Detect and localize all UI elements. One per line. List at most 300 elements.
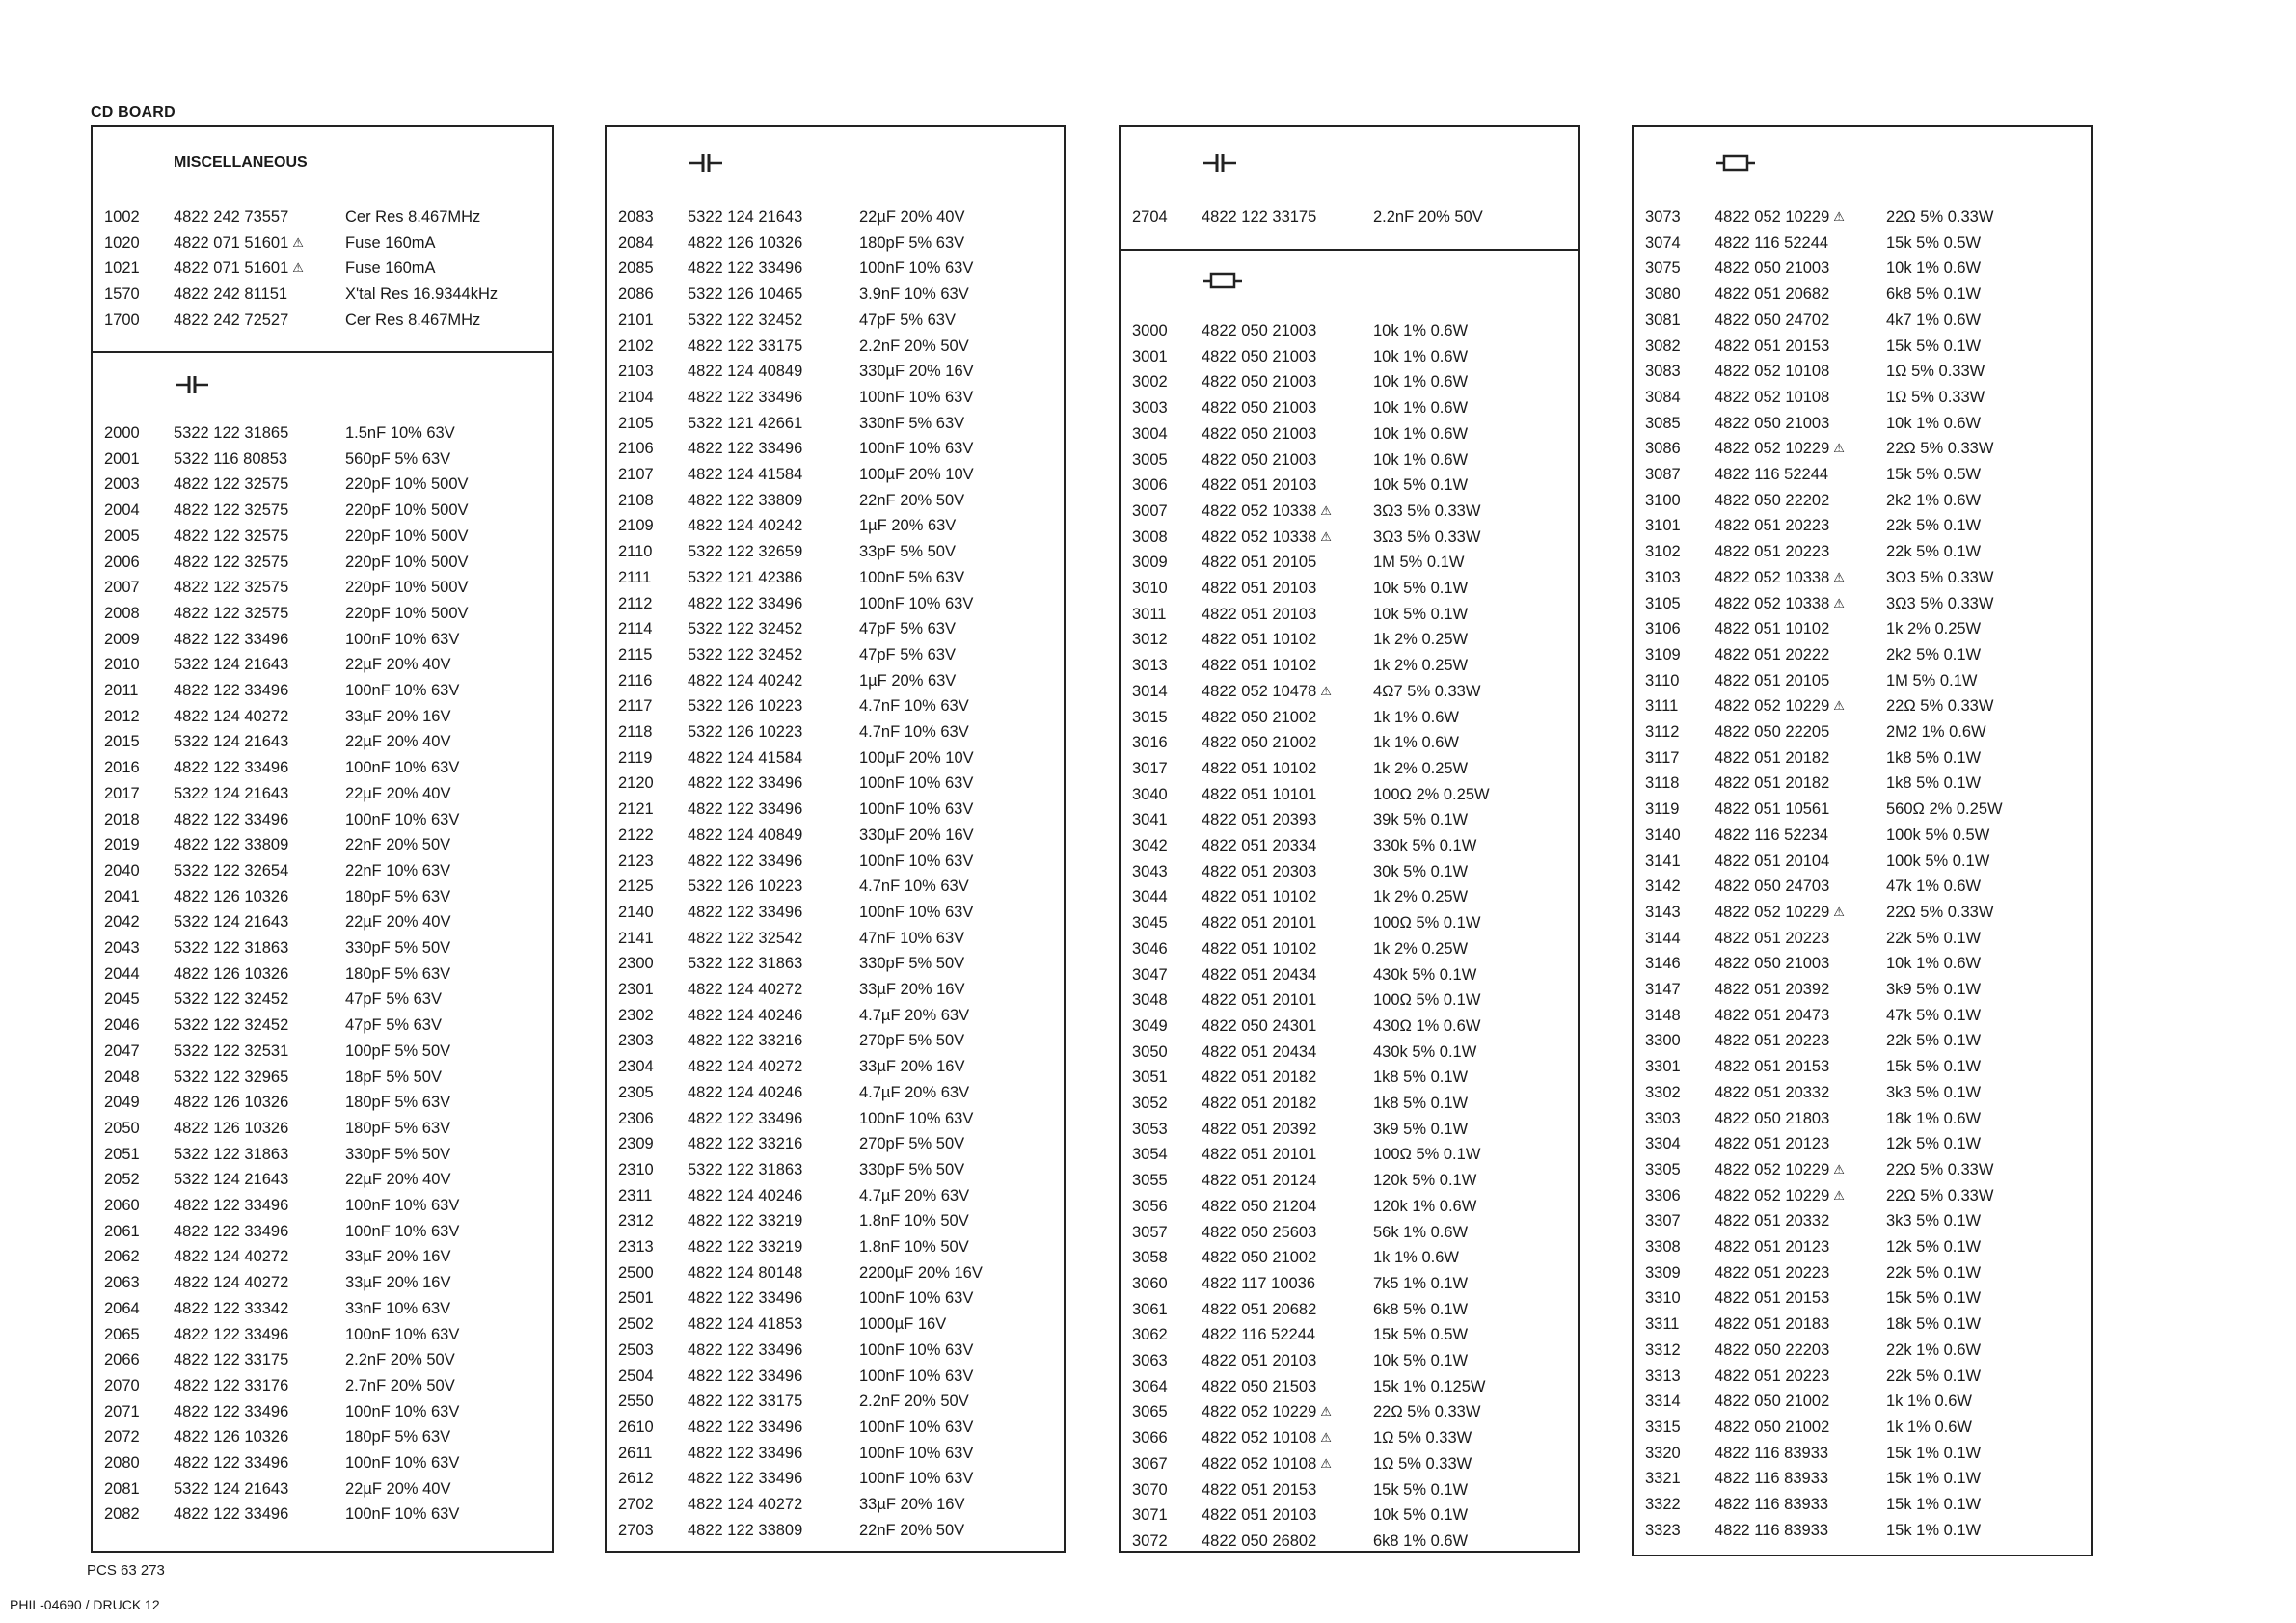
part-description: 1.8nF 10% 50V <box>859 1238 969 1256</box>
part-position: 2019 <box>104 836 140 854</box>
part-code: 5322 122 31865 <box>174 424 289 442</box>
part-code: 4822 051 20223 <box>1715 1263 1830 1282</box>
part-description: 220pF 10% 500V <box>345 475 469 494</box>
part-description: 100nF 10% 63V <box>859 1366 974 1385</box>
safety-warning-icon: ⚠ <box>1320 502 1332 518</box>
part-description: 100nF 10% 63V <box>345 1325 460 1343</box>
part-position: 2704 <box>1132 208 1168 226</box>
part-code: 4822 052 10338 ⚠ <box>1202 527 1332 546</box>
part-position: 3315 <box>1645 1418 1681 1436</box>
capacitor-icon <box>689 152 722 178</box>
safety-warning-icon: ⚠ <box>1833 441 1845 456</box>
part-code: 4822 050 21003 <box>1715 259 1830 278</box>
part-code: 5322 116 80853 <box>174 449 288 468</box>
part-description: 15k 1% 0.1W <box>1886 1521 1982 1539</box>
part-code: 4822 124 40272 <box>174 1274 289 1292</box>
part-description: Fuse 160mA <box>345 259 436 278</box>
part-position: 2103 <box>618 363 654 381</box>
part-position: 3312 <box>1645 1340 1681 1359</box>
part-position: 3085 <box>1645 414 1681 432</box>
part-position: 2111 <box>618 568 652 586</box>
part-description: 22k 5% 0.1W <box>1886 1366 1982 1385</box>
part-code: 4822 051 20434 <box>1202 1042 1317 1061</box>
part-code: 5322 122 31863 <box>174 1145 289 1163</box>
part-description: 100nF 10% 63V <box>859 440 974 458</box>
part-code: 4822 122 33175 <box>688 337 803 355</box>
part-description: 18k 1% 0.6W <box>1886 1109 1982 1127</box>
part-code: 4822 051 20393 <box>1202 811 1317 829</box>
part-position: 3061 <box>1132 1300 1168 1318</box>
part-position: 3310 <box>1645 1289 1681 1308</box>
part-position: 2104 <box>618 388 654 406</box>
part-description: 15k 1% 0.1W <box>1886 1444 1982 1462</box>
part-code: 4822 122 33809 <box>688 1521 803 1539</box>
part-position: 3308 <box>1645 1238 1681 1256</box>
part-code: 4822 116 83933 <box>1715 1496 1829 1513</box>
part-code: 4822 051 20124 <box>1202 1172 1317 1190</box>
part-description: 100nF 10% 63V <box>345 1454 460 1472</box>
part-code: 5322 122 32965 <box>174 1068 289 1086</box>
part-code: 4822 050 26802 <box>1202 1531 1317 1550</box>
part-description: 100Ω 2% 0.25W <box>1373 785 1490 803</box>
part-description: 4.7nF 10% 63V <box>859 697 969 716</box>
part-code: 5322 122 32452 <box>174 990 289 1009</box>
part-position: 3001 <box>1132 347 1168 365</box>
part-description: 15k 1% 0.1W <box>1886 1470 1982 1488</box>
part-position: 2306 <box>618 1109 654 1127</box>
part-position: 3075 <box>1645 259 1681 278</box>
part-code: 4822 050 21003 <box>1202 424 1317 443</box>
part-position: 2066 <box>104 1351 140 1369</box>
part-description: 2k2 5% 0.1W <box>1886 645 1982 663</box>
part-position: 3086 <box>1645 440 1681 458</box>
part-code: 4822 051 20332 <box>1715 1212 1830 1231</box>
part-description: 1k8 5% 0.1W <box>1373 1068 1469 1087</box>
part-code: 4822 122 33496 <box>174 1197 289 1214</box>
part-code: 4822 122 33496 <box>688 1418 803 1436</box>
part-description: 100k 5% 0.5W <box>1886 825 1990 844</box>
part-description: 1k 2% 0.25W <box>1373 939 1469 958</box>
part-code: 4822 122 33216 <box>688 1032 803 1050</box>
part-code: 4822 124 40246 <box>688 1006 803 1024</box>
part-description: 1k 1% 0.6W <box>1373 708 1459 726</box>
part-description: 1k 1% 0.6W <box>1886 1393 1972 1411</box>
part-code: 4822 051 20303 <box>1202 862 1317 880</box>
part-position: 2123 <box>618 852 654 870</box>
part-description: 47pF 5% 63V <box>859 620 956 638</box>
part-code: 4822 051 20103 <box>1202 605 1317 623</box>
part-code: 4822 116 52244 <box>1715 233 1829 252</box>
safety-warning-icon: ⚠ <box>1320 1455 1332 1471</box>
part-description: 47k 1% 0.6W <box>1886 878 1982 896</box>
part-code: 4822 050 21002 <box>1202 734 1317 752</box>
part-description: 15k 5% 0.5W <box>1886 233 1982 252</box>
part-code: 4822 051 20101 <box>1202 914 1317 933</box>
part-description: 330k 5% 0.1W <box>1373 837 1477 854</box>
part-code: 4822 051 10102 <box>1202 888 1317 906</box>
part-code: 4822 051 20682 <box>1715 285 1830 304</box>
part-description: 100Ω 5% 0.1W <box>1373 914 1481 933</box>
part-code: 4822 051 10561 <box>1715 800 1830 819</box>
part-description: 2.2nF 20% 50V <box>859 1393 969 1411</box>
safety-warning-icon: ⚠ <box>1833 1161 1845 1177</box>
part-code: 5322 124 21643 <box>174 733 289 751</box>
part-position: 3101 <box>1645 517 1681 535</box>
part-position: 2042 <box>104 913 140 932</box>
part-position: 1002 <box>104 208 140 226</box>
part-position: 3071 <box>1132 1506 1168 1525</box>
part-position: 2140 <box>618 903 654 921</box>
part-position: 2311 <box>618 1186 653 1204</box>
part-position: 2119 <box>618 748 653 767</box>
part-code: 4822 050 21003 <box>1202 399 1317 418</box>
part-description: 1k8 5% 0.1W <box>1886 774 1982 793</box>
part-position: 3012 <box>1132 631 1168 649</box>
part-position: 3100 <box>1645 491 1681 509</box>
part-position: 2110 <box>618 543 653 561</box>
part-position: 3320 <box>1645 1444 1681 1462</box>
part-description: 10k 1% 0.6W <box>1886 414 1982 432</box>
part-code: 4822 051 20103 <box>1202 1352 1317 1369</box>
part-code: 5322 122 31863 <box>688 955 803 973</box>
safety-warning-icon: ⚠ <box>1320 1404 1332 1420</box>
part-position: 2086 <box>618 285 654 304</box>
part-position: 2109 <box>618 517 654 535</box>
part-description: 100nF 10% 63V <box>345 759 460 777</box>
part-code: 4822 051 20392 <box>1715 981 1830 998</box>
part-position: 3011 <box>1132 605 1167 623</box>
part-position: 2502 <box>618 1315 654 1334</box>
part-description: 22nF 20% 50V <box>859 491 965 509</box>
part-position: 2612 <box>618 1470 654 1488</box>
part-position: 2065 <box>104 1325 140 1343</box>
part-position: 2001 <box>104 449 140 468</box>
part-description: 47pF 5% 63V <box>859 311 956 329</box>
parts-panel <box>605 125 1066 1553</box>
part-code: 4822 052 10229 ⚠ <box>1715 208 1845 226</box>
part-code: 4822 122 33496 <box>688 440 803 458</box>
part-position: 2018 <box>104 810 140 828</box>
part-description: 100nF 10% 63V <box>859 594 974 612</box>
part-code: 4822 122 32575 <box>174 579 289 597</box>
part-description: 22k 5% 0.1W <box>1886 517 1982 535</box>
part-code: 4822 122 33496 <box>688 1366 803 1385</box>
part-description: 330pF 5% 50V <box>859 955 965 973</box>
part-position: 2062 <box>104 1248 140 1266</box>
part-position: 2611 <box>618 1444 653 1462</box>
footer-id: PHIL-04690 / DRUCK 12 <box>10 1597 160 1612</box>
part-code: 4822 124 40272 <box>174 1248 289 1266</box>
part-position: 3058 <box>1132 1249 1168 1267</box>
part-code: 4822 116 83933 <box>1715 1521 1829 1539</box>
part-description: 22nF 10% 63V <box>345 861 451 879</box>
part-code: 4822 052 10338 ⚠ <box>1202 501 1332 520</box>
part-description: 100nF 10% 63V <box>859 800 974 819</box>
part-description: 100k 5% 0.1W <box>1886 852 1990 870</box>
part-code: 4822 051 20103 <box>1202 1506 1317 1525</box>
part-position: 3072 <box>1132 1531 1168 1550</box>
part-code: 4822 051 20334 <box>1202 837 1317 854</box>
part-code: 4822 071 51601 ⚠ <box>174 233 304 252</box>
part-description: 10k 1% 0.6W <box>1373 450 1469 469</box>
part-position: 3087 <box>1645 466 1681 483</box>
part-code: 4822 051 20223 <box>1715 543 1830 561</box>
part-position: 2303 <box>618 1032 654 1050</box>
part-code: 4822 122 33496 <box>688 800 803 819</box>
part-description: 1000µF 16V <box>859 1315 947 1334</box>
part-description: 100Ω 5% 0.1W <box>1373 991 1481 1010</box>
part-code: 4822 051 20104 <box>1715 852 1830 870</box>
part-code: 4822 052 10108 <box>1715 363 1830 381</box>
part-code: 4822 242 81151 <box>174 285 288 304</box>
part-description: 100nF 10% 63V <box>859 1109 974 1127</box>
part-code: 4822 051 20182 <box>1715 748 1830 767</box>
part-position: 2101 <box>618 311 654 329</box>
part-code: 4822 122 33496 <box>174 630 289 648</box>
parts-section <box>607 127 1064 1555</box>
part-description: 10k 1% 0.6W <box>1373 322 1469 339</box>
part-description: 2M2 1% 0.6W <box>1886 723 1986 741</box>
part-code: 4822 122 33176 <box>174 1376 289 1394</box>
part-description: 22nF 20% 50V <box>859 1521 965 1539</box>
part-code: 4822 122 33175 <box>174 1351 289 1369</box>
page-header: CD BOARD <box>91 104 176 121</box>
part-position: 3070 <box>1132 1480 1168 1499</box>
part-position: 2047 <box>104 1041 140 1060</box>
part-description: 180pF 5% 63V <box>345 964 451 983</box>
part-code: 4822 116 52244 <box>1715 466 1829 483</box>
part-position: 2070 <box>104 1376 140 1394</box>
part-position: 3015 <box>1132 708 1168 726</box>
part-code: 4822 051 20223 <box>1715 1366 1830 1385</box>
part-position: 3146 <box>1645 955 1681 973</box>
part-code: 4822 124 40272 <box>688 981 803 998</box>
part-description: 100nF 10% 63V <box>859 903 974 921</box>
part-code: 4822 051 20101 <box>1202 991 1317 1010</box>
part-position: 3048 <box>1132 991 1168 1010</box>
part-position: 3054 <box>1132 1146 1168 1164</box>
part-code: 4822 124 41853 <box>688 1315 803 1334</box>
part-code: 4822 051 20223 <box>1715 1032 1830 1050</box>
part-description: 220pF 10% 500V <box>345 527 469 545</box>
part-code: 4822 051 20123 <box>1715 1135 1830 1153</box>
part-position: 3148 <box>1645 1006 1681 1024</box>
part-code: 4822 122 33496 <box>174 1505 289 1524</box>
part-position: 3055 <box>1132 1172 1168 1190</box>
safety-warning-icon: ⚠ <box>1833 569 1845 584</box>
part-code: 4822 122 33496 <box>174 1325 289 1343</box>
part-code: 4822 052 10229 ⚠ <box>1202 1403 1332 1421</box>
part-position: 2115 <box>618 645 653 663</box>
part-position: 2082 <box>104 1505 140 1524</box>
part-position: 3042 <box>1132 837 1168 854</box>
part-position: 2500 <box>618 1263 654 1282</box>
part-position: 3082 <box>1645 337 1681 355</box>
part-code: 4822 051 20392 <box>1202 1120 1317 1138</box>
part-description: 22Ω 5% 0.33W <box>1886 1160 1994 1178</box>
part-position: 3142 <box>1645 878 1681 896</box>
part-position: 2015 <box>104 733 140 751</box>
part-code: 5322 124 21643 <box>174 1171 289 1189</box>
part-code: 4822 124 40246 <box>688 1186 803 1204</box>
part-position: 3119 <box>1645 800 1680 819</box>
safety-warning-icon: ⚠ <box>1320 683 1332 698</box>
part-code: 4822 050 24703 <box>1715 878 1830 896</box>
part-position: 3321 <box>1645 1470 1681 1488</box>
part-position: 3043 <box>1132 862 1168 880</box>
part-code: 4822 051 20103 <box>1202 476 1317 495</box>
part-description: 3k3 5% 0.1W <box>1886 1083 1982 1101</box>
part-position: 3314 <box>1645 1393 1681 1411</box>
part-description: 1Ω 5% 0.33W <box>1886 363 1985 381</box>
part-code: 4822 122 33496 <box>174 810 289 828</box>
part-position: 3300 <box>1645 1032 1681 1050</box>
part-position: 3105 <box>1645 594 1681 612</box>
part-position: 3311 <box>1645 1315 1680 1334</box>
part-code: 4822 050 21002 <box>1715 1393 1830 1411</box>
part-description: 18pF 5% 50V <box>345 1068 442 1086</box>
part-description: 33µF 20% 16V <box>859 1496 965 1513</box>
part-description: 10k 5% 0.1W <box>1373 605 1469 623</box>
part-position: 3144 <box>1645 929 1681 947</box>
part-position: 2102 <box>618 337 654 355</box>
part-description: 220pF 10% 500V <box>345 501 469 520</box>
part-position: 2304 <box>618 1058 654 1076</box>
part-description: 10k 1% 0.6W <box>1373 347 1469 365</box>
part-description: 180pF 5% 63V <box>859 233 965 252</box>
part-code: 4822 124 80148 <box>688 1263 803 1282</box>
part-code: 4822 122 33496 <box>688 1470 803 1488</box>
part-code: 4822 052 10108 ⚠ <box>1202 1429 1332 1447</box>
part-position: 3044 <box>1132 888 1168 906</box>
part-description: 10k 1% 0.6W <box>1373 399 1469 418</box>
part-description: 4.7nF 10% 63V <box>859 878 969 896</box>
part-position: 2045 <box>104 990 140 1009</box>
part-position: 3013 <box>1132 657 1168 675</box>
part-position: 2044 <box>104 964 140 983</box>
part-position: 3147 <box>1645 981 1681 998</box>
part-code: 4822 122 33219 <box>688 1212 803 1231</box>
part-position: 2008 <box>104 604 140 622</box>
part-description: 3.9nF 10% 63V <box>859 285 969 304</box>
part-position: 2112 <box>618 594 653 612</box>
part-code: 4822 050 21003 <box>1202 373 1317 392</box>
part-description: 3Ω3 5% 0.33W <box>1373 527 1481 546</box>
part-position: 2309 <box>618 1135 654 1153</box>
part-position: 3051 <box>1132 1068 1168 1087</box>
part-position: 3064 <box>1132 1377 1168 1395</box>
part-description: 33µF 20% 16V <box>859 981 965 998</box>
part-description: 4.7µF 20% 63V <box>859 1083 970 1101</box>
part-code: 5322 126 10465 <box>688 285 803 304</box>
part-description: 100µF 20% 10V <box>859 466 974 483</box>
part-code: 4822 051 20101 <box>1202 1146 1317 1164</box>
part-position: 2108 <box>618 491 654 509</box>
part-position: 2501 <box>618 1289 654 1308</box>
part-description: 120k 5% 0.1W <box>1373 1172 1477 1190</box>
safety-warning-icon: ⚠ <box>1833 595 1845 610</box>
part-position: 3065 <box>1132 1403 1168 1421</box>
part-code: 4822 117 10036 <box>1202 1274 1316 1292</box>
part-description: 22Ω 5% 0.33W <box>1886 208 1994 226</box>
part-description: 2200µF 20% 16V <box>859 1263 983 1282</box>
part-description: 100nF 10% 63V <box>859 774 974 793</box>
part-code: 4822 051 20153 <box>1202 1480 1317 1499</box>
part-description: 15k 1% 0.1W <box>1886 1496 1982 1513</box>
part-code: 4822 122 33496 <box>174 759 289 777</box>
part-position: 3143 <box>1645 903 1681 921</box>
part-description: 3Ω3 5% 0.33W <box>1886 568 1994 586</box>
part-position: 3000 <box>1132 322 1168 339</box>
part-description: 33µF 20% 16V <box>345 707 451 725</box>
part-code: 4822 126 10326 <box>174 964 289 983</box>
part-code: 4822 116 83933 <box>1715 1444 1829 1462</box>
part-description: 430k 5% 0.1W <box>1373 965 1477 984</box>
part-code: 4822 050 21002 <box>1202 708 1317 726</box>
part-position: 3057 <box>1132 1223 1168 1241</box>
part-description: 330µF 20% 16V <box>859 363 974 381</box>
part-code: 4822 050 25603 <box>1202 1223 1317 1241</box>
part-description: 15k 1% 0.125W <box>1373 1377 1486 1395</box>
part-position: 3045 <box>1132 914 1168 933</box>
part-position: 2504 <box>618 1366 654 1385</box>
part-code: 4822 124 41584 <box>688 748 803 767</box>
part-description: 100nF 10% 63V <box>345 1505 460 1524</box>
part-description: 1k 1% 0.6W <box>1373 734 1459 752</box>
part-code: 4822 122 32575 <box>174 553 289 571</box>
part-position: 2084 <box>618 233 654 252</box>
part-description: 430Ω 1% 0.6W <box>1373 1016 1481 1035</box>
part-code: 4822 122 33175 <box>1202 208 1317 226</box>
part-position: 3067 <box>1132 1454 1168 1473</box>
part-code: 4822 122 33496 <box>688 903 803 921</box>
part-description: 6k8 5% 0.1W <box>1886 285 1982 304</box>
part-description: 10k 5% 0.1W <box>1373 1506 1469 1525</box>
part-description: 47pF 5% 63V <box>345 990 442 1009</box>
part-code: 4822 071 51601 ⚠ <box>174 259 304 278</box>
part-description: X'tal Res 16.9344kHz <box>345 285 499 304</box>
safety-warning-icon: ⚠ <box>292 234 304 250</box>
part-description: 30k 5% 0.1W <box>1373 862 1469 880</box>
part-code: 4822 122 33496 <box>174 1454 289 1472</box>
part-position: 3304 <box>1645 1135 1681 1153</box>
part-position: 3303 <box>1645 1109 1681 1127</box>
part-description: 1k8 5% 0.1W <box>1886 748 1982 767</box>
part-position: 3111 <box>1645 697 1679 716</box>
part-code: 4822 050 21003 <box>1202 450 1317 469</box>
part-position: 3041 <box>1132 811 1168 829</box>
part-description: 10k 1% 0.6W <box>1886 955 1982 973</box>
part-code: 4822 052 10338 ⚠ <box>1715 568 1845 586</box>
part-position: 2040 <box>104 861 140 879</box>
part-description: Fuse 160mA <box>345 233 436 252</box>
part-code: 4822 126 10326 <box>688 233 803 252</box>
part-position: 2012 <box>104 707 140 725</box>
part-position: 2003 <box>104 475 140 494</box>
part-position: 2080 <box>104 1454 140 1472</box>
part-position: 2702 <box>618 1496 654 1513</box>
part-position: 2106 <box>618 440 654 458</box>
part-code: 4822 051 10102 <box>1715 620 1830 638</box>
part-description: 39k 5% 0.1W <box>1373 811 1469 829</box>
part-position: 3040 <box>1132 785 1168 803</box>
part-code: 4822 122 32542 <box>688 929 803 947</box>
part-code: 4822 124 40849 <box>688 363 803 381</box>
part-description: 2.7nF 20% 50V <box>345 1376 455 1394</box>
part-description: 15k 5% 0.5W <box>1886 466 1982 483</box>
safety-warning-icon: ⚠ <box>292 260 304 276</box>
part-code: 4822 050 21003 <box>1202 347 1317 365</box>
